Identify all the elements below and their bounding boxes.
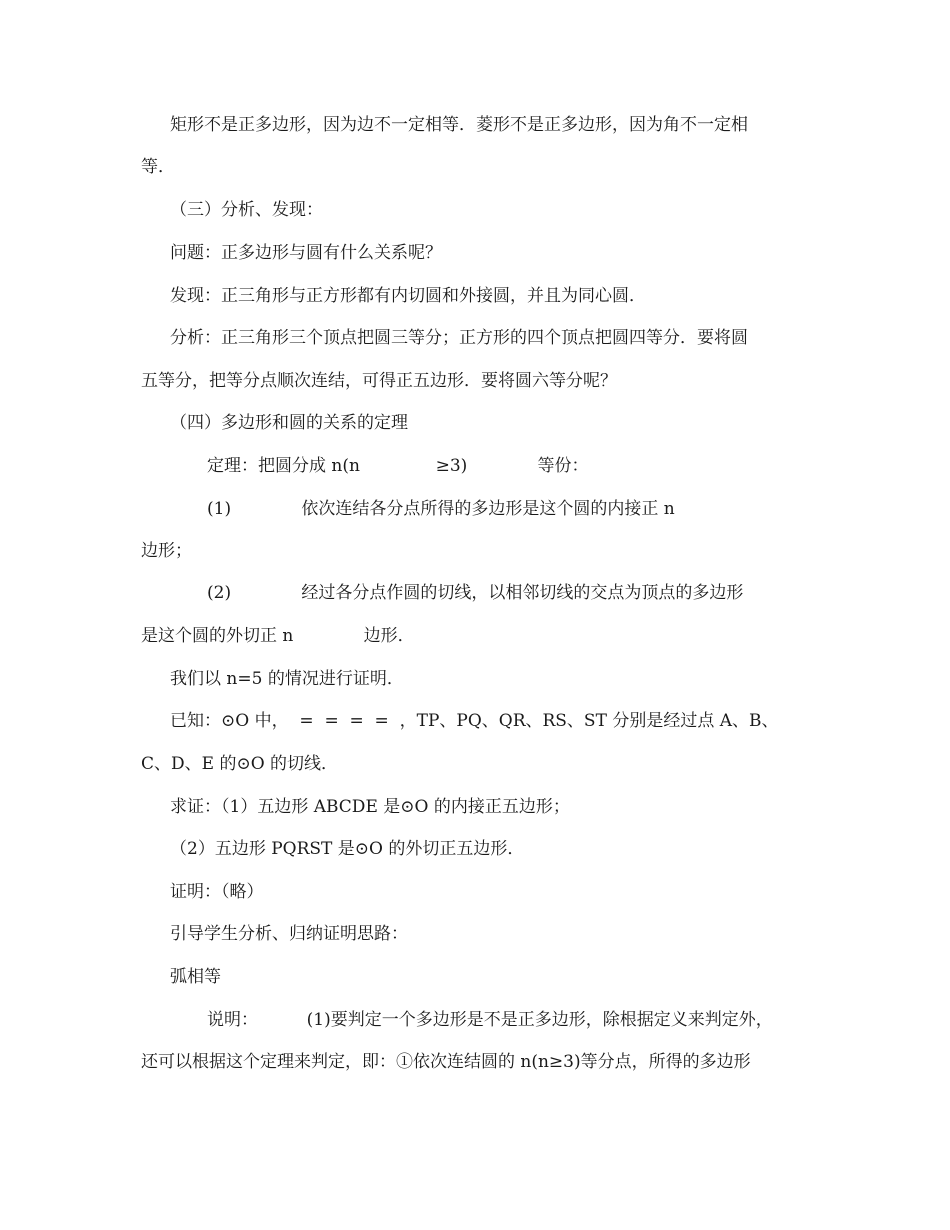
paragraph-line: 还可以根据这个定理来判定，即：①依次连结圆的 n(n≥3)等分点，所得的多边形	[141, 1052, 751, 1072]
paragraph-line: 证明：（略）	[170, 882, 264, 902]
paragraph-line: 等．	[141, 157, 175, 177]
paragraph-line: 问题：正多边形与圆有什么关系呢？	[170, 243, 442, 263]
paragraph-line: 已知：⊙O 中， = = = = ，TP、PQ、QR、RS、ST 分别是经过点 A、B、	[170, 711, 779, 731]
paragraph-line: 分析：正三角形三个顶点把圆三等分；正方形的四个顶点把圆四等分．要将圆	[170, 328, 748, 348]
paragraph-line: 弧相等	[170, 967, 221, 987]
paragraph-line: （2）五边形 PQRST 是⊙O 的外切正五边形．	[170, 839, 525, 859]
theorem-line: (1) 依次连结各分点所得的多边形是这个圆的内接正 n	[207, 499, 675, 519]
paragraph-line: 求证：（1）五边形 ABCDE 是⊙O 的内接正五边形；	[170, 797, 570, 817]
theorem-line: 是这个圆的外切正 n 边形．	[141, 626, 415, 646]
paragraph-line: 我们以 n=5 的情况进行证明．	[170, 669, 404, 689]
paragraph-line: 说明： (1)要判定一个多边形是不是正多边形，除根据定义来判定外，	[207, 1010, 773, 1030]
paragraph-line: 发现：正三角形与正方形都有内切圆和外接圆，并且为同心圆．	[170, 286, 646, 306]
paragraph-line: 引导学生分析、归纳证明思路：	[170, 924, 408, 944]
paragraph-line: 矩形不是正多边形，因为边不一定相等．菱形不是正多边形，因为角不一定相	[170, 115, 748, 135]
theorem-line: 定理：把圆分成 n(n ≥3) 等份：	[207, 456, 589, 476]
section-heading: （三）分析、发现：	[170, 200, 323, 220]
theorem-line: (2) 经过各分点作圆的切线，以相邻切线的交点为顶点的多边形	[207, 583, 744, 603]
paragraph-line: C、D、E 的⊙O 的切线．	[141, 754, 339, 774]
paragraph-line: 五等分，把等分点顺次连结，可得正五边形．要将圆六等分呢？	[141, 371, 617, 391]
section-heading: （四）多边形和圆的关系的定理	[170, 413, 408, 433]
theorem-line: 边形；	[141, 541, 192, 561]
